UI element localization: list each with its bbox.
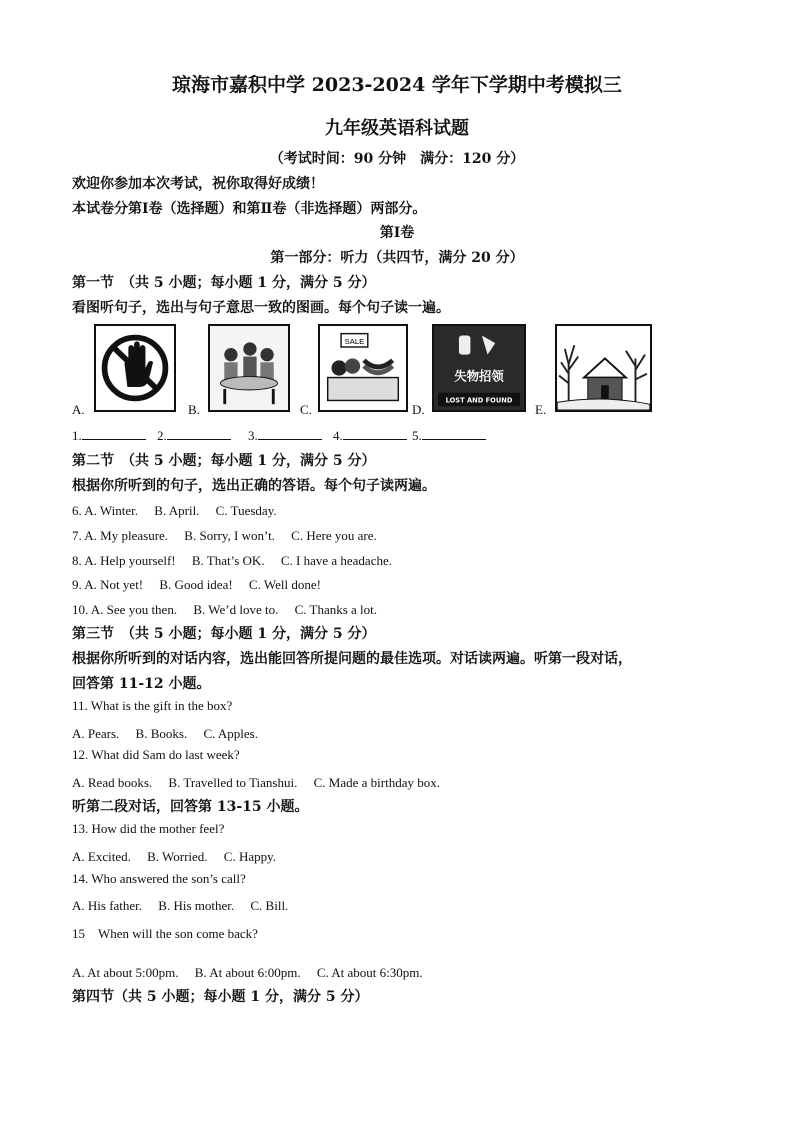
picture-b <box>208 324 290 412</box>
section3-instruction-1: 根据你所听到的对话内容，选出能回答所提问题的最佳选项。对话读两遍。听第一段对话， <box>72 651 632 667</box>
answer-blank-5[interactable] <box>422 427 486 440</box>
exam-subtitle: 九年级英语科试题 <box>325 118 469 139</box>
lost-found-cn-text: 失物招领 <box>454 368 504 384</box>
family-dinner-icon <box>210 326 288 410</box>
picture-label-c: C. <box>300 402 312 417</box>
question-6: 6. A. Winter. B. April. C. Tuesday. <box>72 503 277 518</box>
section3-instruction-2: 回答第 11-12 小题。 <box>72 676 211 692</box>
question-9: 9. A. Not yet! B. Good idea! C. Well done! <box>72 577 321 592</box>
answers-15: A. At about 5:00pm. B. At about 6:00pm. C. At about 6:30pm. <box>72 965 423 980</box>
picture-label-a: A. <box>72 402 85 417</box>
sale-sign-text: SALE <box>344 337 365 347</box>
lost-and-found-icon <box>434 326 524 410</box>
exam-title: 琼海市嘉积中学 2023-2024 学年下学期中考模拟三 <box>172 74 622 96</box>
picture-e <box>555 324 652 412</box>
structure-text: 本试卷分第Ⅰ卷（选择题）和第Ⅱ卷（非选择题）两部分。 <box>72 201 427 217</box>
answers-13: A. Excited. B. Worried. C. Happy. <box>72 849 277 864</box>
volume-title: 第Ⅰ卷 <box>379 225 415 241</box>
section1-title: 第一节 （共 5 小题；每小题 1 分，满分 5 分） <box>72 275 376 291</box>
picture-label-d: D. <box>412 402 425 417</box>
answer-blanks <box>72 427 486 444</box>
part1-title: 第一部分：听力（共四节，满分 20 分） <box>270 250 524 266</box>
blank-label-4: 4. <box>333 428 343 443</box>
picture-label-b: B. <box>188 402 200 417</box>
question-8: 8. A. Help yourself! B. That’s OK. C. I have a headache. <box>72 553 392 568</box>
fruit-sale-icon <box>320 326 406 410</box>
section4-title: 第四节（共 5 小题；每小题 1 分，满分 5 分） <box>72 989 369 1005</box>
question-10: 10. A. See you then. B. We’d love to. C. Thanks a lot. <box>72 602 378 617</box>
blank-label-1: 1. <box>72 428 82 443</box>
blank-label-3: 3. <box>248 428 258 443</box>
answer-blank-1[interactable] <box>82 427 146 440</box>
section1-instruction: 看图听句子，选出与句子意思一致的图画。每个句子读一遍。 <box>72 300 450 316</box>
question-7: 7. A. My pleasure. B. Sorry, I won’t. C. Here you are. <box>72 528 377 543</box>
dialog2-instruction: 听第二段对话，回答第 13-15 小题。 <box>72 799 309 815</box>
question-11: 11. What is the gift in the box? <box>72 698 233 713</box>
picture-label-e: E. <box>535 402 547 417</box>
picture-d <box>432 324 526 412</box>
question-15: 15 When will the son come back? <box>72 926 258 941</box>
question-12: 12. What did Sam do last week? <box>72 747 240 762</box>
answers-11: A. Pears. B. Books. C. Apples. <box>72 726 258 741</box>
section2-title: 第二节 （共 5 小题；每小题 1 分，满分 5 分） <box>72 453 376 469</box>
answers-12: A. Read books. B. Travelled to Tianshui. C. Made a birthday box. <box>72 775 440 790</box>
section2-instruction: 根据你所听到的句子，选出正确的答语。每个句子读两遍。 <box>72 478 436 494</box>
answer-blank-4[interactable] <box>343 427 407 440</box>
question-14: 14. Who answered the son’s call? <box>72 871 246 886</box>
no-hand-sign-icon <box>96 326 174 410</box>
lost-found-en-text: LOST AND FOUND <box>445 396 513 405</box>
picture-c <box>318 324 408 412</box>
winter-house-icon <box>557 326 650 410</box>
blank-label-5: 5. <box>412 428 422 443</box>
answer-blank-3[interactable] <box>258 427 322 440</box>
welcome-text: 欢迎你参加本次考试，祝你取得好成绩！ <box>72 176 324 192</box>
picture-a <box>94 324 176 412</box>
blank-label-2: 2. <box>157 428 167 443</box>
answer-blank-2[interactable] <box>167 427 231 440</box>
section3-title: 第三节 （共 5 小题；每小题 1 分，满分 5 分） <box>72 626 376 642</box>
answers-14: A. His father. B. His mother. C. Bill. <box>72 898 289 913</box>
question-13: 13. How did the mother feel? <box>72 821 225 836</box>
exam-info: （考试时间：90 分钟 满分：120 分） <box>269 151 525 167</box>
